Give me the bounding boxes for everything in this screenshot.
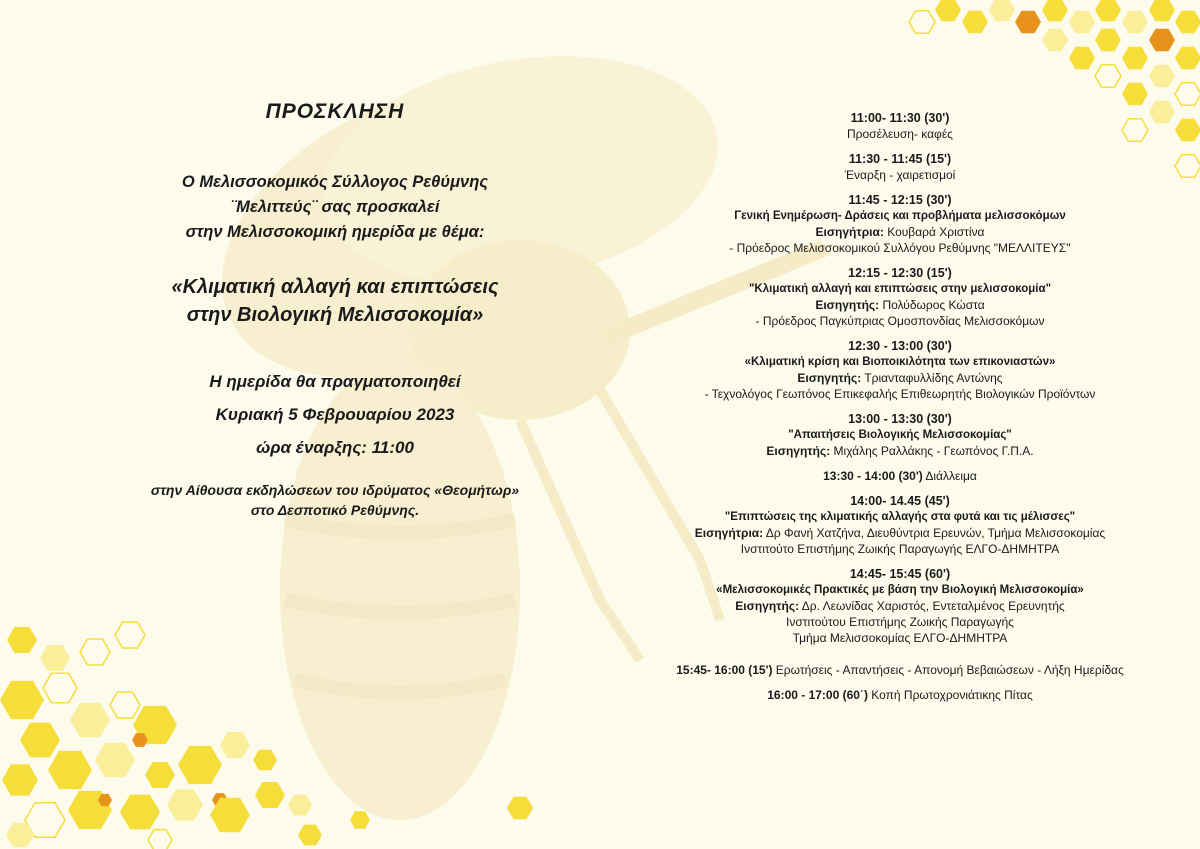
when-line: Κυριακή 5 Φεβρουαρίου 2023 [215,405,455,424]
speaker-label: Εισηγήτρια: [694,526,764,540]
program-time: 11:30 - 11:45 (15') [848,152,952,166]
program-item [620,662,1180,678]
honeycomb-hex-icon [1122,11,1148,34]
venue-line: στο Δεσποτικό Ρεθύμνης. [250,502,420,518]
program-item [620,411,1180,459]
speaker-line [620,598,1180,614]
topic-line: στην Βιολογική Μελισσοκομία» [186,304,484,326]
speaker-affiliation: Ινστιτούτο Επιστήμης Ζωικής Παραγωγής ΕΛΓΟ-ΔΗΜΗΤΡΑ [740,542,1060,556]
venue-line: στην Αίθουσα εκδηλώσεων του ιδρύματος «Θεομήτωρ» [150,482,520,498]
speaker-label: Εισηγήτρια: [815,225,884,239]
program-inline-item [620,468,1180,484]
program-item [620,151,1180,183]
program-time: 11:45 - 12:15 (30') [848,193,952,207]
honeycomb-hex-icon [255,782,285,808]
honeycomb-hex-icon [167,789,203,820]
honeycomb-hex-icon [115,622,145,648]
honeycomb-hex-icon [909,11,935,34]
program-time: 14:00- 14.45 (45') [850,494,950,508]
program-item [620,192,1180,256]
honeycomb-hex-icon [1149,0,1175,21]
honeycomb-hex-icon [70,703,110,738]
honeycomb-hex-icon [350,811,370,828]
honeycomb-hex-icon [95,743,135,778]
speaker-label: Εισηγητής: [815,298,880,312]
honeycomb-hex-icon [80,639,110,665]
speaker-line [620,525,1180,541]
honeycomb-hex-icon [1175,11,1200,34]
program-time: 11:00- 11:30 (30') [850,111,950,125]
program-item [620,338,1180,402]
honeycomb-hex-icon [48,751,92,789]
honeycomb-hex-icon [6,823,34,847]
speaker-line [620,443,1180,459]
honeycomb-hex-icon [1149,65,1175,88]
program-description: Διάλλειμα [922,469,977,483]
talk-title: "Επιπτώσεις της κλιματικής αλλαγής στα φυτά και τις μέλισσες" [724,511,1076,523]
honeycomb-hex-icon [40,645,70,671]
honeycomb-hex-icon [989,0,1015,21]
honeycomb-hex-icon [2,764,38,795]
speaker-name: Δρ Φανή Χατζήνα, Διευθύντρια Ερευνών, Τμήμα Μελισσοκομίας [763,526,1106,540]
speaker-line [620,297,1180,313]
organizer-line: Ο Μελισσοκομικός Σύλλογος Ρεθύμνης [181,173,489,191]
program-time: 12:15 - 12:30 (15') [848,266,952,280]
speaker-affiliation: Τμήμα Μελισσοκομίας ΕΛΓΟ-ΔΗΜΗΤΡΑ [792,631,1008,645]
speaker-affiliation: - Πρόεδρος Μελισσοκομικού Συλλόγου Ρεθύμνης "ΜΕΛΛΙΤΕΥΣ'' [729,241,1071,255]
program-time: 15:45- 16:00 (15') [676,663,773,677]
program-item [620,468,1180,484]
organizer-line: στην Μελισσοκομική ημερίδα με θέμα: [185,223,485,241]
honeycomb-hex-icon [288,795,312,816]
honeycomb-hex-icon [220,732,250,758]
talk-title: "Κλιματική αλλαγή και επιπτώσεις στην μελισσοκομία" [748,283,1052,295]
honeycomb-hex-icon [1095,0,1121,21]
event-venue [100,480,570,520]
honeycomb-hex-icon [253,750,277,771]
honeycomb-hex-icon [1175,83,1200,106]
honeycomb-hex-icon [1095,65,1121,88]
honeycomb-hex-icon [1069,47,1095,70]
honeycomb-hex-icon [145,762,175,788]
honeycomb-hex-icon [120,795,160,830]
talk-title: "Απαιτήσεις Βιολογικής Μελισσοκομίας" [788,429,1012,441]
program-item [620,687,1180,703]
organizer-line: ¨Μελιττεύς¨ σας προσκαλεί [230,198,440,216]
speaker-label: Εισηγητής: [735,599,800,613]
program-time: 12:30 - 13:00 (30') [848,339,952,353]
program-description: Έναρξη - χαιρετισμοί [844,168,956,182]
honeycomb-hex-icon [298,825,322,846]
speaker-affiliation: - Πρόεδρος Παγκύπριας Ομοσπονδίας Μελισσοκόμων [755,314,1045,328]
honeycomb-hex-icon [1015,11,1041,34]
speaker-label: Εισηγητής: [797,371,862,385]
event-topic [100,273,570,329]
program-schedule [620,110,1180,712]
program-inline-item [620,687,1180,703]
speaker-line [620,224,1180,240]
program-time: 16:00 - 17:00 (60΄) [767,688,868,702]
program-item [620,566,1180,646]
honeycomb-hex-icon [0,681,44,719]
honeycomb-hex-icon [178,746,222,784]
talk-title: «Κλιματική κρίση και Βιοποικιλότητα των επικονιαστών» [744,356,1056,368]
program-description: Ερωτήσεις - Απαντήσεις - Απονομή Βεβαιώσεων - Λήξη Ημερίδας [772,663,1124,677]
program-time: 13:30 - 14:00 (30') [823,469,923,483]
honeycomb-hex-icon [20,723,60,758]
invitation-text [100,100,570,520]
event-date-time [100,365,570,464]
honeycomb-hex-icon [935,0,961,21]
speaker-name: Κουβαρά Χριστίνα [883,225,985,239]
speaker-affiliation: - Τεχνολόγος Γεωπόνος Επικεφαλής Επιθεωρητής Βιολογικών Προϊόντων [704,387,1096,401]
program-description: Κοπή Πρωτοχρονιάτικης Πίτας [867,688,1033,702]
talk-title: «Μελισσοκομικές Πρακτικές με βάση την Βιολογική Μελισσοκομία» [716,584,1084,596]
program-item [620,265,1180,329]
when-line: Η ημερίδα θα πραγματοποιηθεί [209,372,461,391]
page-title: ΠΡΟΣΚΛΗΣΗ [265,100,405,123]
honeycomb-hex-icon [962,11,988,34]
program-time: 13:00 - 13:30 (30') [848,412,952,426]
speaker-name: Τριανταφυλλίδης Αντώνης [861,371,1003,385]
honeycomb-hex-icon [148,830,172,849]
honeycomb-hex-icon [1149,29,1175,52]
honeycomb-hex-icon [1122,47,1148,70]
honeycomb-hex-icon [1122,83,1148,106]
honeycomb-hex-icon [1042,29,1068,52]
speaker-line [620,370,1180,386]
honeycomb-hex-icon [1175,47,1200,70]
speaker-label: Εισηγητής: [766,444,831,458]
when-line: ώρα έναρξης: 11:00 [256,438,414,457]
honeycomb-hex-icon [43,673,77,702]
program-inline-item [620,662,1180,678]
honeycomb-hex-icon [7,627,37,653]
speaker-name: Δρ. Λεωνίδας Χαριστός, Εντεταλμένος Ερευνητής [799,599,1065,613]
speaker-name: Πολύδωρος Κώστα [879,298,985,312]
honeycomb-hex-icon [1069,11,1095,34]
honeycomb-hex-icon [110,692,140,718]
honeycomb-hex-icon [1042,0,1068,21]
program-item [620,493,1180,557]
program-time: 14:45- 15:45 (60') [849,567,951,581]
speaker-affiliation: Ινστιτούτου Επιστήμης Ζωικής Παραγωγής [786,615,1014,629]
program-description: Προσέλευση- καφές [847,127,953,141]
organizer-text [100,170,570,245]
honeycomb-hex-icon [507,797,533,820]
program-item [620,110,1180,142]
talk-title: Γενική Ενημέρωση- Δράσεις και προβλήματα μελισσοκόμων [734,210,1066,222]
honeycomb-hex-icon [1095,29,1121,52]
topic-line: «Κλιματική αλλαγή και επιπτώσεις [171,276,499,298]
speaker-name: Μιχάλης Ραλλάκης - Γεωπόνος Γ.Π.Α. [830,444,1034,458]
